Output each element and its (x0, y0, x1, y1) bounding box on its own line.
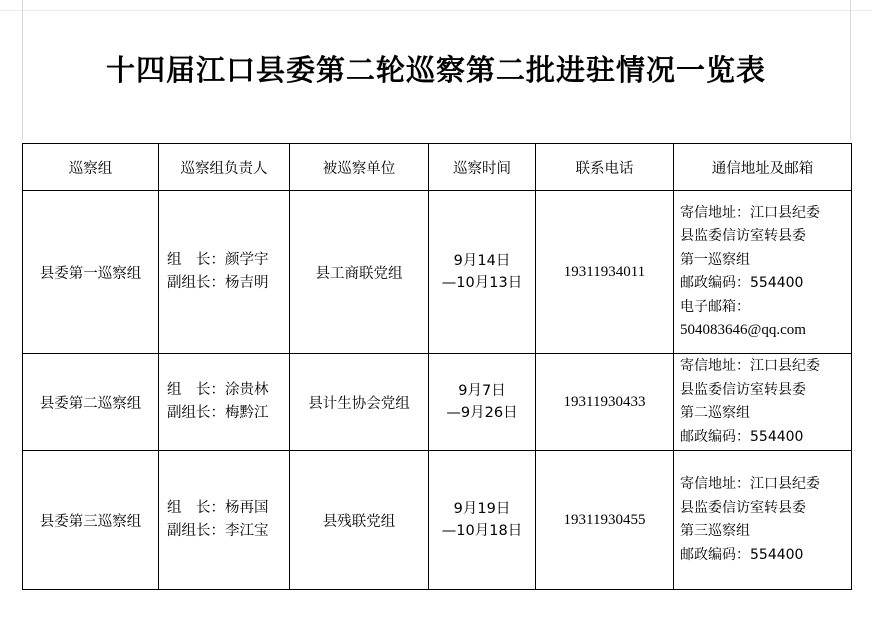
time-end: —9月26日 (446, 405, 518, 421)
phone-cell: 19311930433 (536, 354, 674, 451)
unit-cell: 县工商联党组 (290, 191, 429, 354)
leader-name: 组 长：杨再国 (167, 500, 269, 516)
time-start: 9月14日 (453, 253, 511, 269)
time-cell (429, 354, 536, 451)
header-cell: 联系电话 (536, 144, 674, 191)
deputy-name: 副组长：梅黔江 (167, 405, 269, 421)
group-cell: 县委第三巡察组 (23, 451, 159, 590)
table-row (23, 191, 852, 354)
address-line: 县监委信访室转县委 (680, 499, 806, 516)
postal-code: 邮政编码：554400 (680, 428, 804, 445)
document-title: 十四届江口县委第二轮巡察第二批进驻情况一览表 (105, 53, 766, 87)
header-cell: 通信地址及邮箱 (674, 144, 852, 191)
group-cell: 县委第一巡察组 (23, 191, 159, 354)
header-cell: 巡察组负责人 (159, 144, 290, 191)
leader-name: 组 长：颜学宇 (167, 252, 269, 268)
deputy-name: 副组长：杨吉明 (167, 275, 269, 291)
time-cell (429, 191, 536, 354)
postal-code: 邮政编码：554400 (680, 275, 804, 291)
time-start: 9月19日 (453, 501, 511, 517)
margin-guide-top (0, 10, 872, 11)
unit-cell: 县残联党组 (290, 451, 429, 590)
header-row (23, 144, 852, 191)
email-address: 504083646@qq.com (680, 322, 806, 338)
address-line: 第一巡察组 (680, 251, 750, 268)
inspection-table (22, 143, 852, 590)
table-row (23, 354, 852, 451)
header-cell: 巡察组 (23, 144, 159, 191)
phone-cell: 19311934011 (536, 191, 674, 354)
email-label: 电子邮箱： (680, 298, 750, 315)
time-start: 9月7日 (458, 383, 506, 399)
header-cell: 被巡察单位 (290, 144, 429, 191)
unit-cell: 县计生协会党组 (290, 354, 429, 451)
leader-cell (159, 451, 290, 590)
address-line: 寄信地址：江口县纪委 (680, 358, 820, 374)
address-line: 寄信地址：江口县纪委 (680, 476, 820, 492)
address-line: 第三巡察组 (680, 523, 750, 539)
group-cell: 县委第二巡察组 (23, 354, 159, 451)
deputy-name: 副组长：李江宝 (167, 523, 269, 539)
time-end: —10月18日 (441, 523, 523, 539)
postal-code: 邮政编码：554400 (680, 546, 804, 563)
time-end: —10月13日 (441, 275, 523, 291)
address-line: 第二巡察组 (680, 405, 750, 421)
time-cell (429, 451, 536, 590)
address-line: 县监委信访室转县委 (680, 381, 806, 398)
address-line: 县监委信访室转县委 (680, 228, 806, 244)
address-line: 寄信地址：江口县纪委 (680, 204, 820, 221)
address-cell (674, 191, 852, 354)
table-row (23, 451, 852, 590)
address-cell (674, 451, 852, 590)
leader-cell (159, 354, 290, 451)
leader-name: 组 长：涂贵林 (167, 382, 269, 398)
phone-cell: 19311930455 (536, 451, 674, 590)
leader-cell (159, 191, 290, 354)
header-cell: 巡察时间 (429, 144, 536, 191)
address-cell (674, 354, 852, 451)
